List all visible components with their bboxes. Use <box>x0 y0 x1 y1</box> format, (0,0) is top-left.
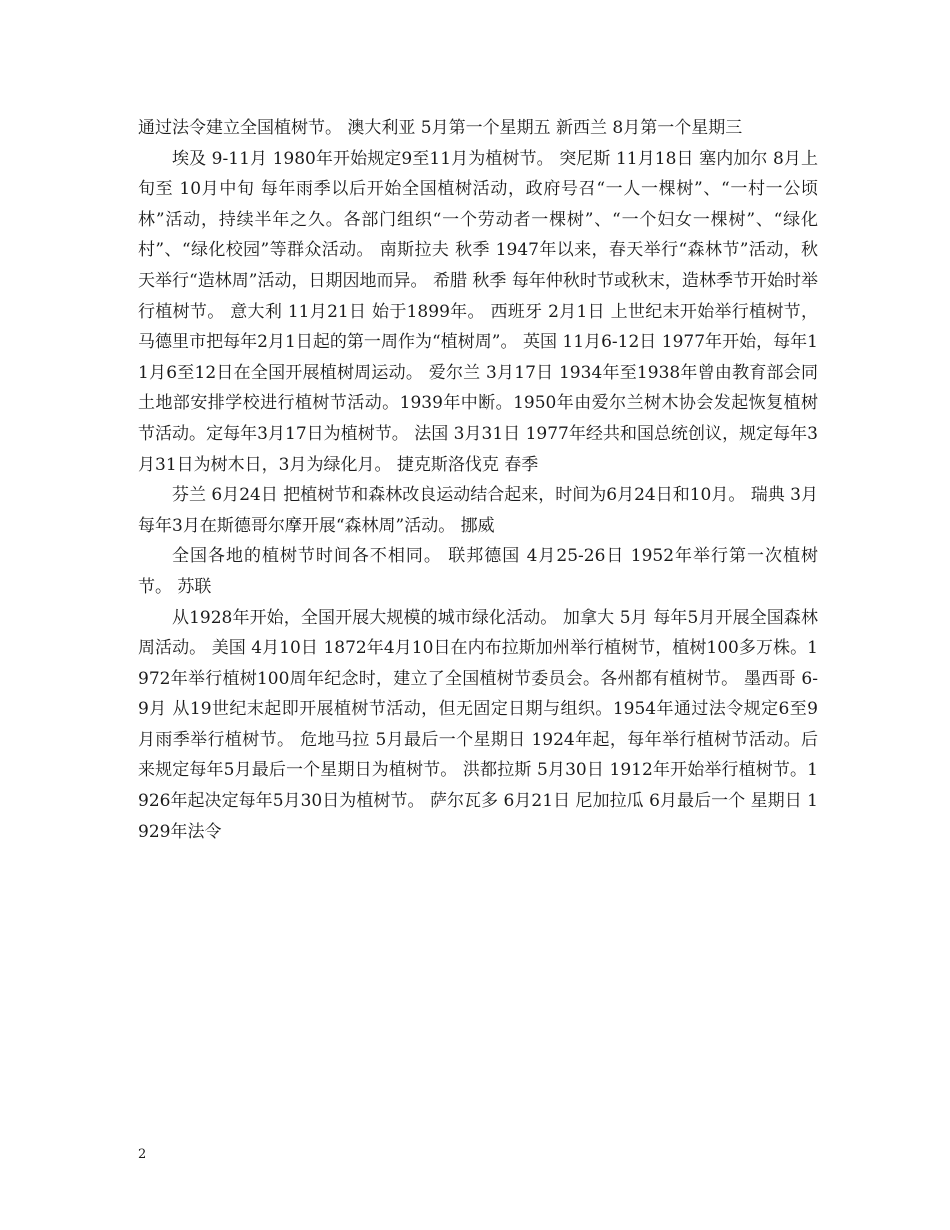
paragraph: 从1928年开始，全国开展大规模的城市绿化活动。 加拿大 5月 每年5月开展全国森林周活动。 美国 4月10日 1872年4月10日在内布拉斯加州举行植树节，植树100多万株。1972年举行植树100周年纪念时，建立了全国植树节委员会。各州都有植树节。 墨西哥 6-9月 从19世纪末起即开展植树节活动，但无固定日期与组织。1954年通过法令规定6至9月雨季举行植树节。 危地马拉 5月最后一个星期日 1924年起，每年举行植树节活动。后来规定每年5月最后一个星期日为植树节。 洪都拉斯 5月30日 1912年开始举行植树节。1926年起决定每年5月30日为植树节。 萨尔瓦多 6月21日 尼加拉瓜 6月最后一个 星期日 1929年法令 <box>138 607 818 842</box>
paragraph: 通过法令建立全国植树节。 澳大利亚 5月第一个星期五 新西兰 8月第一个星期三 <box>138 118 743 138</box>
document-body <box>138 113 818 847</box>
paragraph: 芬兰 6月24日 把植树节和森林改良运动结合起来，时间为6月24日和10月。 瑞典 3月 每年3月在斯德哥尔摩开展“森林周”活动。 挪威 <box>138 485 818 536</box>
paragraph: 全国各地的植树节时间各不相同。 联邦德国 4月25-26日 1952年举行第一次植树节。 苏联 <box>138 546 818 597</box>
page-number: 2 <box>138 1147 147 1162</box>
paragraph: 埃及 9-11月 1980年开始规定9至11月为植树节。 突尼斯 11月18日 塞内加尔 8月上旬至 10月中旬 每年雨季以后开始全国植树活动，政府号召“一人一棵树”、“一村一公顷林”活动，持续半年之久。各部门组织“一个劳动者一棵树”、“一个妇女一棵树”、“绿化村”、“绿化校园”等群众活动。 南斯拉夫 秋季 1947年以来，春天举行“森林节”活动，秋天举行“造林周”活动，日期因地而异。 希腊 秋季 每年仲秋时节或秋末，造林季节开始时举行植树节。 意大利 11月21日 始于1899年。 西班牙 2月1日 上世纪末开始举行植树节，马德里市把每年2月1日起的第一周作为“植树周”。 英国 11月6-12日 1977年开始，每年11月6至12日在全国开展植树周运动。 爱尔兰 3月17日 1934年至1938年曾由教育部会同土地部安排学校进行植树节活动。1939年中断。1950年由爱尔兰树木协会发起恢复植树节活动。定每年3月17日为植树节。 法国 3月31日 1977年经共和国总统创议，规定每年3月31日为树木日，3月为绿化月。 捷克斯洛伐克 春季 <box>138 148 818 475</box>
